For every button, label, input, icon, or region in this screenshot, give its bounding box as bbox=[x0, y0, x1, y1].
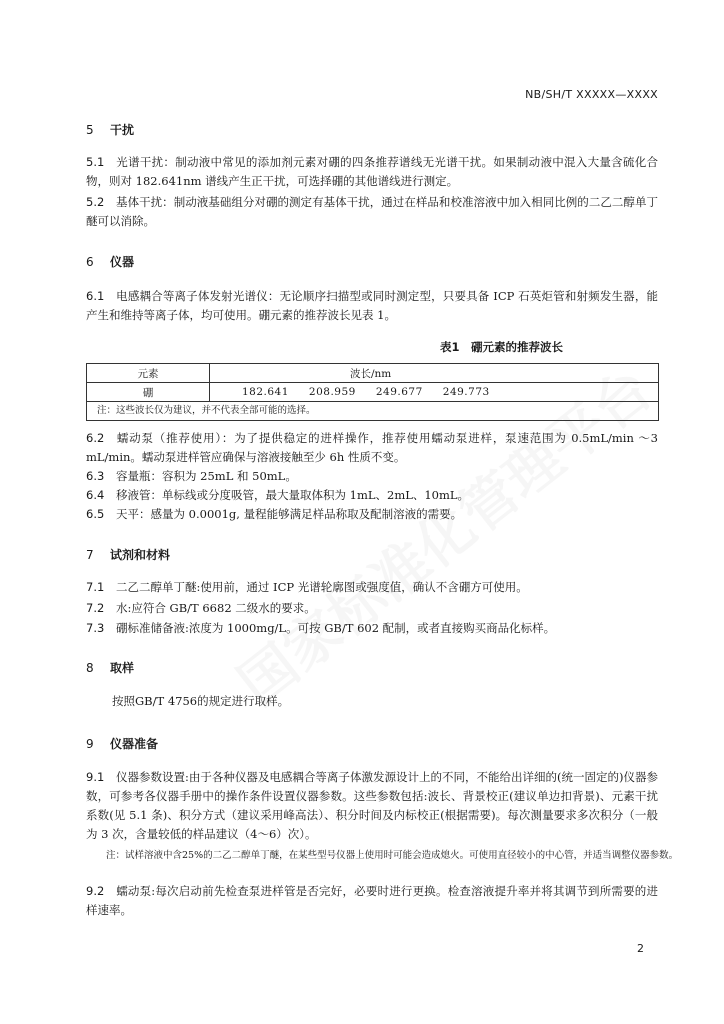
clause-9-2 bbox=[86, 882, 658, 920]
clause-text: 二乙二醇单丁醚:使用前，通过 ICP 光谱轮廓图或强度值，确认不含硼方可使用。 bbox=[116, 580, 528, 594]
sampling-text: 按照GB/T 4756的规定进行取样。 bbox=[112, 694, 290, 708]
clause-number: 6.2 bbox=[86, 431, 105, 445]
clause-7-1 bbox=[86, 578, 658, 597]
section-number: 8 bbox=[86, 661, 94, 675]
clause-6-3 bbox=[86, 467, 658, 486]
wavelength-value: 249.677 bbox=[375, 386, 423, 398]
section-title: 仪器准备 bbox=[110, 737, 159, 751]
clause-text: 蠕动泵（推荐使用）：为了提供稳定的进样操作，推荐使用蠕动泵进样，泵速范围为 0.5mL/min ～3 mL/min。蠕动泵进样管应确保与溶液接触至少 6h 性质不变。 bbox=[86, 431, 658, 464]
clause-5-1 bbox=[86, 153, 658, 191]
clause-7-2 bbox=[86, 599, 658, 618]
wavelength-value: 249.773 bbox=[442, 386, 490, 398]
clause-6-5 bbox=[86, 505, 658, 524]
clause-number: 5.2 bbox=[86, 195, 105, 209]
section-8-heading bbox=[86, 659, 658, 676]
clause-number: 6.4 bbox=[86, 488, 105, 502]
clause-9-1 bbox=[86, 768, 658, 844]
section-number: 5 bbox=[86, 123, 94, 137]
section-number: 9 bbox=[86, 737, 94, 751]
section-title: 取样 bbox=[110, 661, 135, 675]
table-head-wavelength: 波长/nm bbox=[210, 364, 659, 383]
section-9-heading bbox=[86, 735, 658, 752]
section-title: 试剂和材料 bbox=[110, 548, 171, 562]
section-title: 仪器 bbox=[110, 255, 135, 269]
clause-number: 9.1 bbox=[86, 770, 105, 784]
section-6-heading bbox=[86, 253, 658, 270]
clause-number: 7.2 bbox=[86, 601, 105, 615]
table-1 bbox=[86, 363, 659, 421]
clause-number: 6.3 bbox=[86, 469, 105, 483]
clause-text: 移液管：单标线或分度吸管，最大量取体积为 1mL、2mL、10mL。 bbox=[116, 488, 470, 502]
clause-text: 硼标准储备液:浓度为 1000mg/L。可按 GB/T 602 配制，或者直接购买商品化标样。 bbox=[116, 621, 556, 635]
section-number: 7 bbox=[86, 548, 94, 562]
table-cell-element: 硼 bbox=[87, 383, 210, 402]
section-number: 6 bbox=[86, 255, 94, 269]
clause-text: 光谱干扰：制动液中常见的添加剂元素对硼的四条推荐谱线无光谱干扰。如果制动液中混入大量含硫化合物，则对 182.641nm 谱线产生正干扰，可选择硼的其他谱线进行测定。 bbox=[86, 155, 658, 188]
clause-number: 7.3 bbox=[86, 621, 105, 635]
instrument-note: 注：试样溶液中含25%的二乙二醇单丁醚，在某些型号仪器上使用时可能会造成熄火。可使用直径较小的中心管，并适当调整仪器参数。 bbox=[106, 850, 679, 861]
clause-number: 6.1 bbox=[86, 289, 105, 303]
clause-6-2 bbox=[86, 429, 658, 467]
clause-7-3 bbox=[86, 619, 658, 638]
section-title: 干扰 bbox=[110, 123, 135, 137]
wavelength-value: 208.959 bbox=[308, 386, 356, 398]
table-1-caption: 表1 硼元素的推荐波长 bbox=[440, 340, 564, 354]
clause-number: 7.1 bbox=[86, 580, 105, 594]
clause-number: 6.5 bbox=[86, 507, 105, 521]
clause-text: 基体干扰：制动液基础组分对硼的测定有基体干扰，通过在样品和校准溶液中加入相同比例的二乙二醇单丁醚可以消除。 bbox=[86, 195, 658, 228]
section-7-heading bbox=[86, 546, 658, 563]
clause-6-4 bbox=[86, 486, 658, 505]
table-cell-wavelengths bbox=[210, 383, 659, 402]
clause-6-1 bbox=[86, 287, 658, 325]
table-header-row bbox=[87, 364, 659, 383]
table-note-row bbox=[87, 402, 659, 421]
table-row bbox=[87, 383, 659, 402]
section-5-heading bbox=[86, 121, 658, 138]
table-note: 注：这些波长仅为建议，并不代表全部可能的选择。 bbox=[87, 402, 659, 421]
page-number: 2 bbox=[637, 942, 644, 955]
wavelength-value: 182.641 bbox=[242, 386, 289, 398]
clause-number: 5.1 bbox=[86, 155, 105, 169]
clause-text: 电感耦合等离子体发射光谱仪：无论顺序扫描型或同时测定型，只要具备 ICP 石英炬管和射频发生器，能产生和维持等离子体，均可使用。硼元素的推荐波长见表 1。 bbox=[86, 289, 658, 322]
standard-code-header: NB/SH/T XXXXX—XXXX bbox=[525, 88, 658, 101]
clause-text: 水:应符合 GB/T 6682 二级水的要求。 bbox=[116, 601, 316, 615]
clause-text: 仪器参数设置:由于各种仪器及电感耦合等离子体激发源设计上的不同，不能给出详细的(统一固定的)仪器参数，可参考各仪器手册中的操作条件设置仪器参数。这些参数包括:波长、背景校正(建议单边扣背景)、元素干扰系数(见 5.1 条)、积分方式（建议采用峰高法）、积分时间及内标校正(根据需要)。每次测量要求多次积分（一般为 3 次，含量较低的样品建议（4～6）次）。 bbox=[86, 770, 658, 841]
clause-text: 天平：感量为 0.0001g, 量程能够满足样品称取及配制溶液的需要。 bbox=[116, 507, 463, 521]
clause-text: 蠕动泵:每次启动前先检查泵进样管是否完好，必要时进行更换。检查溶液提升率并将其调节到所需要的进样速率。 bbox=[86, 884, 658, 917]
table-head-element: 元素 bbox=[87, 364, 210, 383]
clause-5-2 bbox=[86, 193, 658, 231]
clause-number: 9.2 bbox=[86, 884, 105, 898]
clause-text: 容量瓶：容积为 25mL 和 50mL。 bbox=[116, 469, 297, 483]
